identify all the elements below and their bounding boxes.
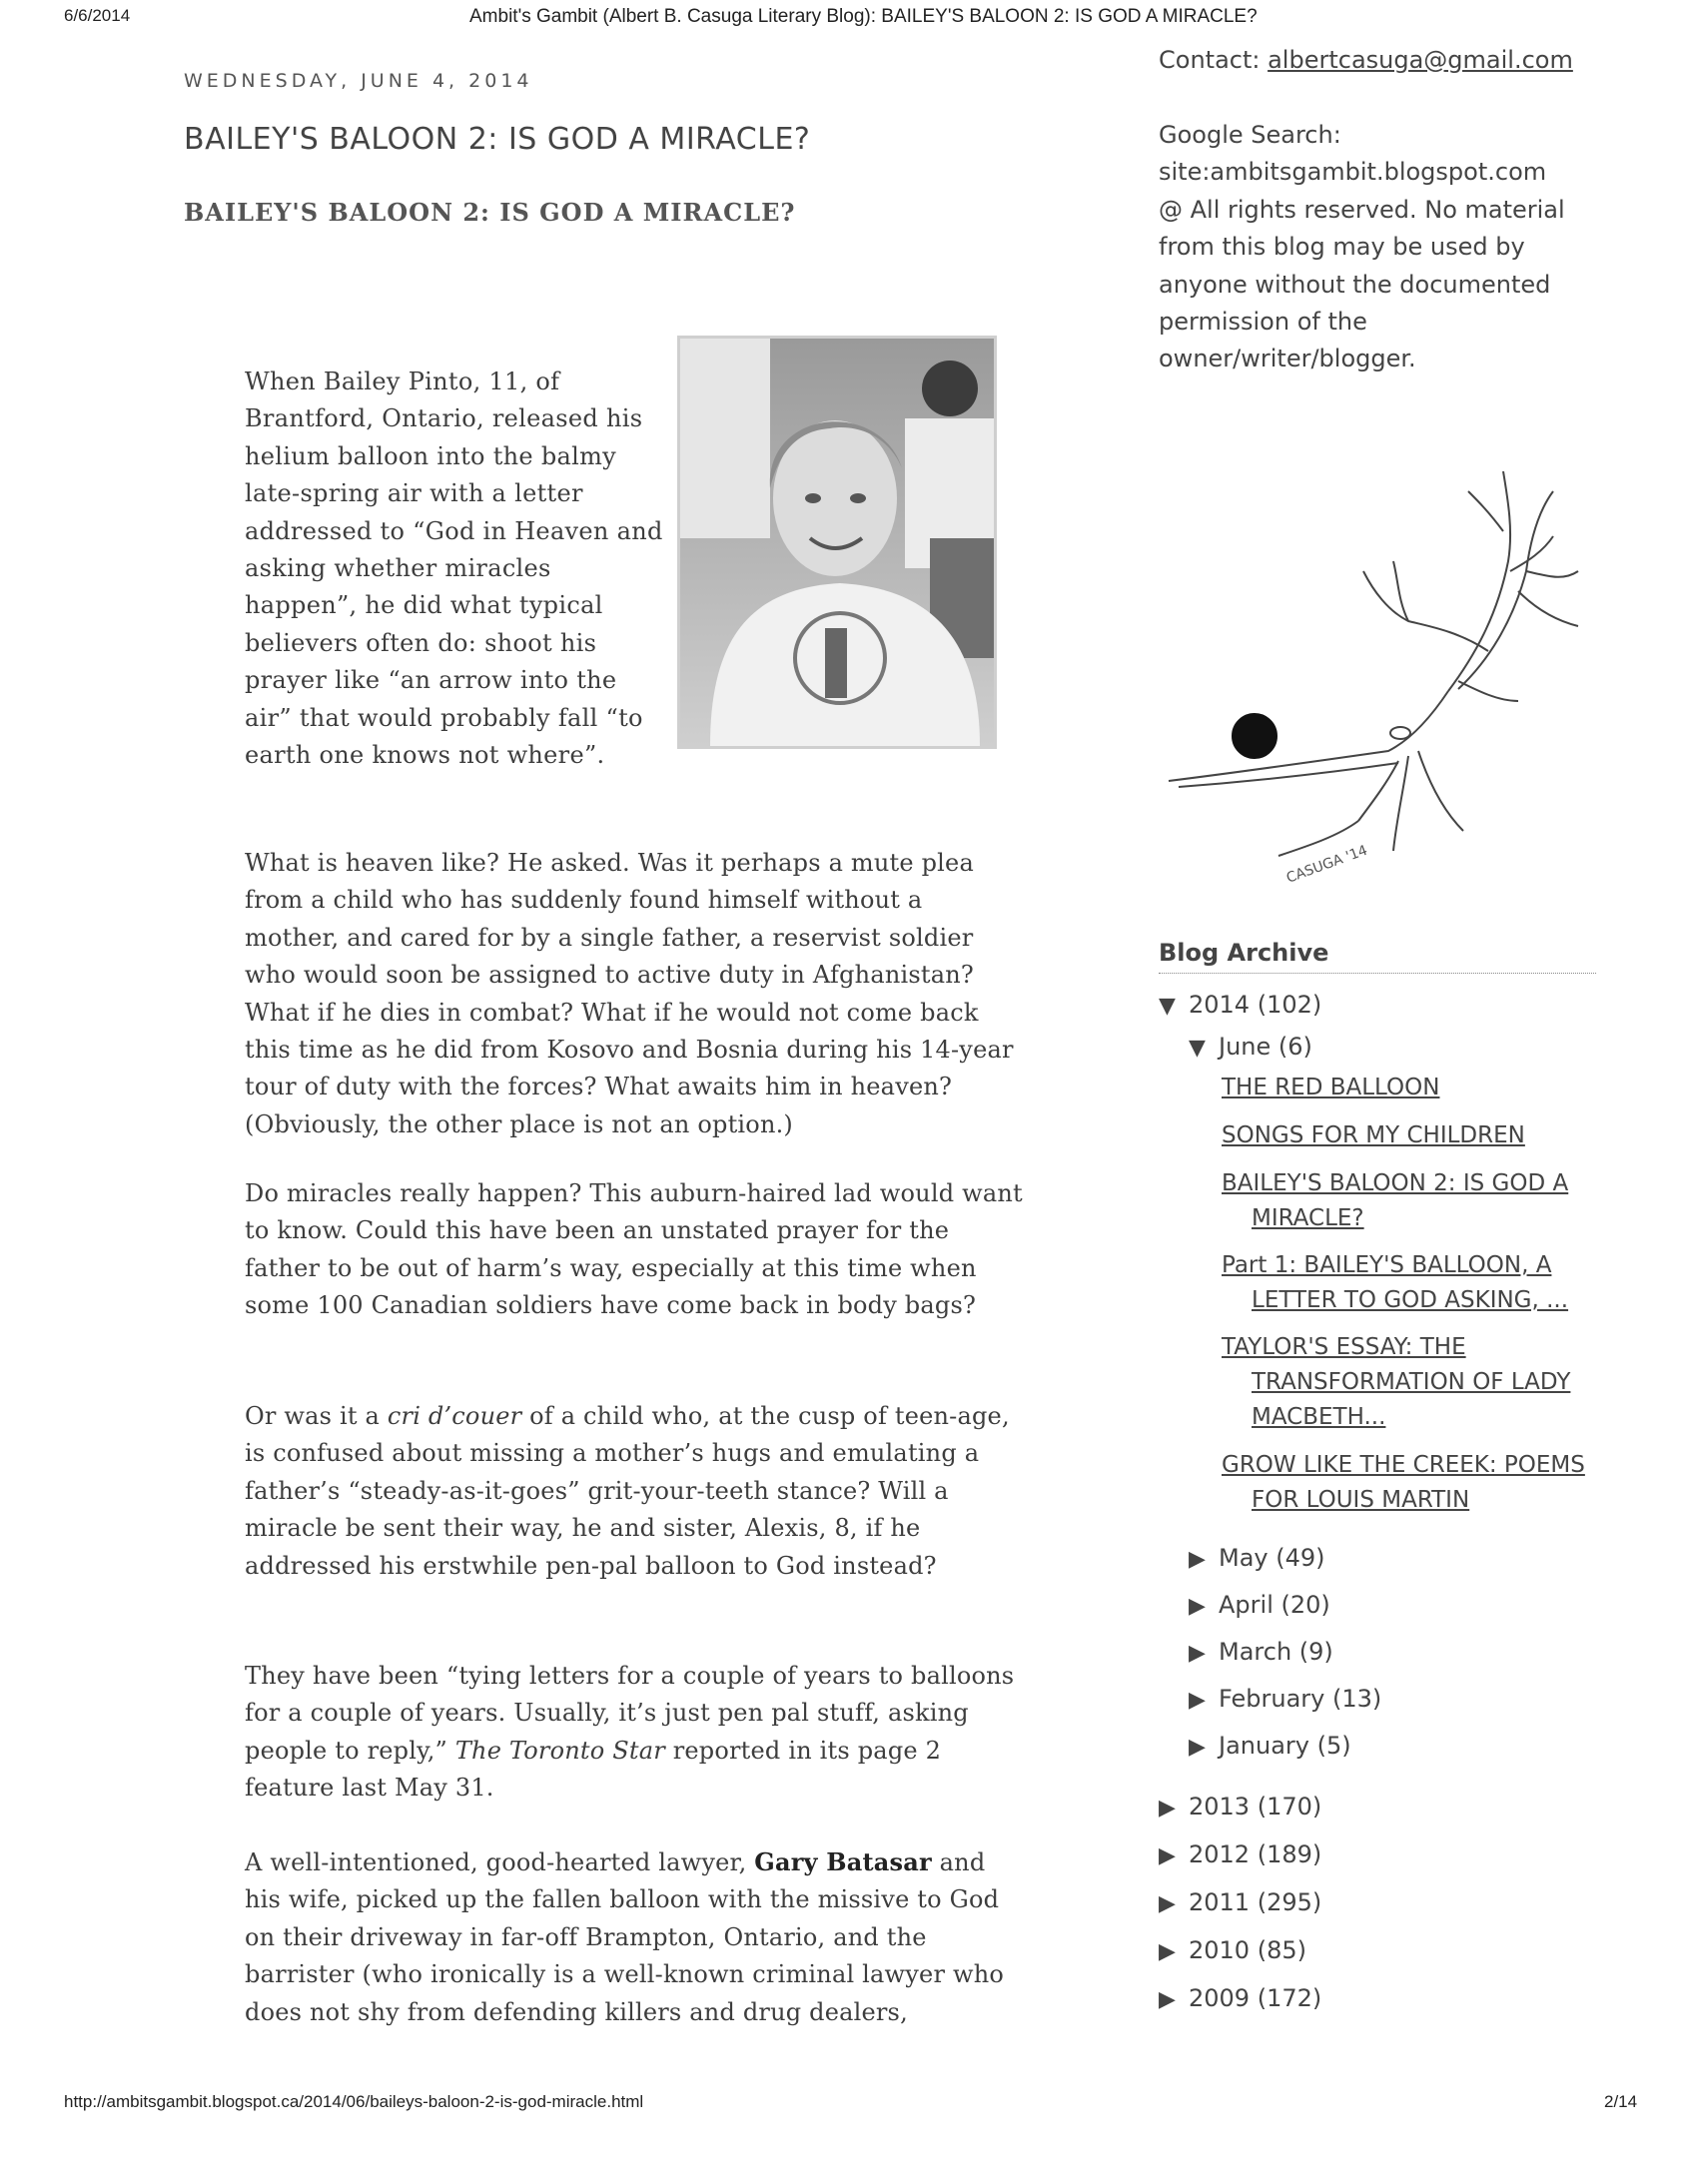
collapsed-triangle-icon[interactable]: ▶ bbox=[1189, 1688, 1206, 1713]
archive-month-label[interactable]: May (49) bbox=[1219, 1544, 1325, 1572]
archive-year-2009[interactable] bbox=[1159, 1984, 1321, 2012]
collapsed-triangle-icon[interactable]: ▶ bbox=[1189, 1735, 1206, 1760]
rights-line-5: owner/writer/blogger. bbox=[1159, 345, 1416, 373]
archive-month-may[interactable] bbox=[1189, 1544, 1325, 1572]
print-page-title: Ambit's Gambit (Albert B. Casuga Literary Blog): BAILEY'S BALOON 2: IS GOD A MIRACLE? bbox=[469, 6, 1258, 27]
archive-post-link[interactable]: THE RED BALLOON bbox=[1222, 1075, 1440, 1100]
archive-post-link[interactable]: SONGS FOR MY CHILDREN bbox=[1222, 1122, 1525, 1148]
blog-archive-heading: Blog Archive bbox=[1159, 939, 1596, 974]
collapsed-triangle-icon[interactable]: ▶ bbox=[1159, 1987, 1176, 2012]
archive-year-label[interactable]: 2009 (172) bbox=[1189, 1984, 1322, 2012]
archive-year-2012[interactable] bbox=[1159, 1840, 1321, 1868]
rights-line-2: from this blog may be used by bbox=[1159, 233, 1525, 262]
archive-year-label[interactable]: 2013 (170) bbox=[1189, 1793, 1322, 1820]
archive-month-label[interactable]: February (13) bbox=[1219, 1685, 1382, 1713]
contact-line bbox=[1159, 42, 1573, 79]
contact-email-link[interactable]: albertcasuga@gmail.com bbox=[1268, 46, 1573, 74]
post-paragraph-1: What is heaven like? He asked. Was it perhaps a mute plea from a child who has suddenly found himself without a mother, and cared for by a single father, a reservist soldier who would soon be assigned to active duty in Afghanistan? What if he dies in combat? What if he would not come back this time as he did from Kosovo and Bosnia during his 14-year tour of duty with the forces? What awaits him in heaven? (Obviously, the other place is not an option.) bbox=[245, 849, 1014, 1138]
archive-month-label[interactable]: June (6) bbox=[1219, 1033, 1312, 1061]
archive-month-february[interactable] bbox=[1189, 1685, 1381, 1713]
collapsed-triangle-icon[interactable]: ▶ bbox=[1159, 1891, 1176, 1916]
post-subtitle: BAILEY'S BALOON 2: IS GOD A MIRACLE? bbox=[184, 198, 796, 227]
expanded-triangle-icon[interactable]: ▼ bbox=[1189, 1036, 1206, 1061]
archive-year-2010[interactable] bbox=[1159, 1936, 1306, 1964]
archive-month-april[interactable] bbox=[1189, 1591, 1330, 1619]
archive-post-link[interactable]: TAYLOR'S ESSAY: THE TRANSFORMATION OF LADY MACBETH... bbox=[1222, 1334, 1571, 1430]
post-intro-paragraph: When Bailey Pinto, 11, of Brantford, Ontario, released his helium balloon into the balmy late-spring air with a letter addressed to “God in Heaven and asking whether miracles happen”, he did what typical believers often do: shoot his prayer like “an arrow into the air” that would probably fall “to earth one knows not where”. bbox=[245, 367, 663, 770]
collapsed-triangle-icon[interactable]: ▶ bbox=[1189, 1641, 1206, 1666]
archive-month-june[interactable] bbox=[1189, 1033, 1312, 1061]
post-paragraph-4 bbox=[245, 1658, 1024, 1808]
contact-label: Contact: bbox=[1159, 46, 1269, 74]
archive-year-2014[interactable] bbox=[1159, 991, 1321, 1019]
archive-month-label[interactable]: April (20) bbox=[1219, 1591, 1330, 1619]
archive-year-2013[interactable] bbox=[1159, 1793, 1321, 1820]
archive-month-label[interactable]: March (9) bbox=[1219, 1638, 1333, 1666]
p5-bold-name: Gary Batasar bbox=[754, 1847, 932, 1876]
archive-year-label[interactable]: 2012 (189) bbox=[1189, 1840, 1322, 1868]
archive-month-march[interactable] bbox=[1189, 1638, 1333, 1666]
p4-text-b: reported in its page 2 feature last May 31. bbox=[245, 1736, 942, 1803]
archive-month-label[interactable]: January (5) bbox=[1219, 1732, 1351, 1760]
boy-photo bbox=[677, 336, 997, 749]
p5-text-a: A well-intentioned, good-hearted lawyer, bbox=[245, 1848, 755, 1876]
post-title: BAILEY'S BALOON 2: IS GOD A MIRACLE? bbox=[184, 122, 811, 157]
collapsed-triangle-icon[interactable]: ▶ bbox=[1189, 1547, 1206, 1572]
archive-year-2011[interactable] bbox=[1159, 1888, 1321, 1916]
p3-text-b: of a child who, at the cusp of teen-age, is confused about missing a mother’s hugs and emulating a father’s “steady-as-it-goes” grit-your-teeth stance? Will a miracle be sent their way, he and sister, Alexis, 8, if he addressed his erstwhile pen-pal balloon to God instead? bbox=[245, 1402, 1010, 1580]
tree-sketch-image bbox=[1159, 451, 1608, 891]
print-date: 6/6/2014 bbox=[64, 6, 131, 25]
p5-text-c: and his wife, picked up the fallen balloon with the missive to God on their driveway in far-off Brampton, Ontario, and the barrister (who ironically is a well-known criminal lawyer who does not shy from defending killers and drug dealers, bbox=[245, 1848, 1004, 2026]
archive-post-link[interactable]: Part 1: BAILEY'S BALLOON, A LETTER TO GOD ASKING, ... bbox=[1222, 1252, 1569, 1313]
search-and-rights-block bbox=[1159, 117, 1608, 378]
p4-text-a: They have been “tying letters for a couple of years to balloons for a couple of years. Usually, it’s just pen pal stuff, asking people to reply,” bbox=[245, 1662, 1015, 1765]
archive-year-label[interactable]: 2014 (102) bbox=[1189, 991, 1322, 1019]
archive-month-january[interactable] bbox=[1189, 1732, 1351, 1760]
rights-line-1: @ All rights reserved. No material bbox=[1159, 195, 1565, 224]
rights-line-3: anyone without the documented bbox=[1159, 270, 1551, 299]
print-page-number: 2/14 bbox=[1604, 2092, 1638, 2111]
sketch-signature: CASUGA '14 bbox=[1283, 842, 1370, 887]
expanded-triangle-icon[interactable]: ▼ bbox=[1159, 994, 1176, 1019]
archive-year-label[interactable]: 2010 (85) bbox=[1189, 1936, 1306, 1964]
collapsed-triangle-icon[interactable]: ▶ bbox=[1189, 1594, 1206, 1619]
search-label: Google Search: bbox=[1159, 121, 1341, 149]
collapsed-triangle-icon[interactable]: ▶ bbox=[1159, 1939, 1176, 1964]
collapsed-triangle-icon[interactable]: ▶ bbox=[1159, 1796, 1176, 1820]
p3-italic: cri d’couer bbox=[387, 1402, 522, 1430]
archive-post-link[interactable]: GROW LIKE THE CREEK: POEMS FOR LOUIS MARTIN bbox=[1222, 1452, 1585, 1513]
collapsed-triangle-icon[interactable]: ▶ bbox=[1159, 1843, 1176, 1868]
post-paragraph-2: Do miracles really happen? This auburn-haired lad would want to know. Could this have been an unstated prayer for the father to be out of harm’s way, especially at this time when some 100 Canadian soldiers have come back in body bags? bbox=[245, 1179, 1023, 1320]
search-query: site:ambitsgambit.blogspot.com bbox=[1159, 158, 1547, 187]
p3-text-a: Or was it a bbox=[245, 1402, 388, 1430]
print-url: http://ambitsgambit.blogspot.ca/2014/06/baileys-baloon-2-is-god-miracle.html bbox=[64, 2092, 644, 2111]
post-paragraph-5 bbox=[245, 1843, 1024, 2031]
archive-year-label[interactable]: 2011 (295) bbox=[1189, 1888, 1322, 1916]
p4-italic: The Toronto Star bbox=[454, 1736, 665, 1765]
rights-line-4: permission of the bbox=[1159, 308, 1367, 337]
post-paragraph-3 bbox=[245, 1398, 1024, 1585]
post-date-header: WEDNESDAY, JUNE 4, 2014 bbox=[184, 70, 533, 92]
archive-post-link[interactable]: BAILEY'S BALOON 2: IS GOD A MIRACLE? bbox=[1222, 1170, 1569, 1231]
